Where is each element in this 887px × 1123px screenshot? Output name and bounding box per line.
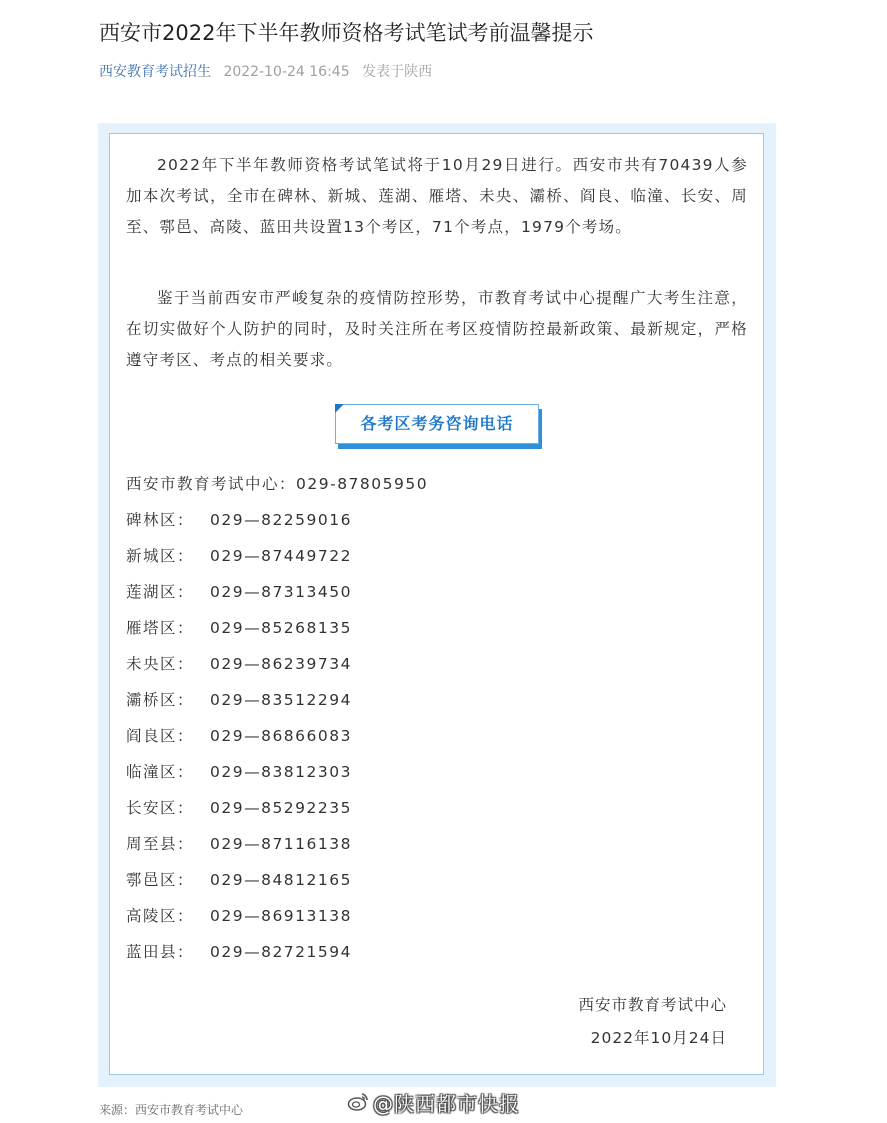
district-name: 碑林区：	[126, 511, 195, 529]
district-contact-row	[126, 934, 726, 970]
district-contact-row	[126, 718, 726, 754]
district-name: 灞桥区：	[126, 691, 195, 709]
main-contact-name: 西安市教育考试中心：	[126, 475, 297, 493]
notice-image-frame	[98, 123, 776, 1087]
section-title: 各考区考务咨询电话	[335, 404, 539, 444]
district-name: 未央区：	[126, 655, 195, 673]
weibo-watermark	[347, 1086, 520, 1118]
district-name: 长安区：	[126, 799, 195, 817]
district-contact-row	[126, 862, 726, 898]
district-name: 阎良区：	[126, 727, 195, 745]
weibo-logo-icon	[347, 1091, 369, 1113]
district-contact-row	[126, 898, 726, 934]
district-contact-row	[126, 826, 726, 862]
district-phone: 029—85292235	[210, 799, 352, 817]
district-name: 雁塔区：	[126, 619, 195, 637]
publish-location: 发表于陕西	[362, 64, 433, 80]
main-contact-row	[126, 466, 726, 502]
district-contact-row	[126, 538, 726, 574]
intro-paragraph: 2022年下半年教师资格考试笔试将于10月29日进行。西安市共有70439人参加本次考试，全市在碑林、新城、莲湖、雁塔、未央、灞桥、阎良、临潼、长安、周至、鄠邑、高陵、蓝田共设置13个考区，71个考点，1979个考场。	[126, 156, 748, 236]
district-phone: 029—87313450	[210, 583, 352, 601]
district-phone: 029—82259016	[210, 511, 352, 529]
district-name: 新城区：	[126, 547, 195, 565]
main-contact-phone: 029-87805950	[296, 475, 429, 493]
district-contact-row	[126, 574, 726, 610]
district-phone: 029—82721594	[210, 943, 352, 961]
publish-time: 2022-10-24 16:45	[223, 64, 350, 80]
district-name: 周至县：	[126, 835, 195, 853]
phone-list	[126, 466, 726, 970]
district-phone: 029—86239734	[210, 655, 352, 673]
watermark-text: @陕西都市快报	[373, 1091, 520, 1116]
district-contact-row	[126, 682, 726, 718]
district-phone: 029—85268135	[210, 619, 352, 637]
article-meta	[99, 62, 432, 82]
badge-corner-triangle-icon	[335, 404, 344, 413]
district-contact-row	[126, 610, 726, 646]
district-name: 蓝田县：	[126, 943, 195, 961]
district-contact-row	[126, 790, 726, 826]
district-phone: 029—84812165	[210, 871, 352, 889]
district-phone: 029—87449722	[210, 547, 352, 565]
notice-card	[109, 133, 764, 1075]
district-name: 鄠邑区：	[126, 871, 195, 889]
district-phone: 029—86866083	[210, 727, 352, 745]
district-name: 临潼区：	[126, 763, 195, 781]
district-contact-row	[126, 646, 726, 682]
district-contact-row	[126, 502, 726, 538]
district-phone: 029—83812303	[210, 763, 352, 781]
signature-org: 西安市教育考试中心	[578, 996, 727, 1014]
district-phone: 029—83512294	[210, 691, 352, 709]
epidemic-paragraph: 鉴于当前西安市严峻复杂的疫情防控形势，市教育考试中心提醒广大考生注意，在切实做好个人防护的同时，及时关注所在考区疫情防控最新政策、最新规定，严格遵守考区、考点的相关要求。	[126, 289, 748, 369]
signature-date: 2022年10月24日	[590, 1029, 727, 1047]
district-phone: 029—86913138	[210, 907, 352, 925]
article-title: 西安市2022年下半年教师资格考试笔试考前温馨提示	[99, 21, 594, 45]
source-note: 来源：西安市教育考试中心	[99, 1103, 244, 1117]
district-name: 莲湖区：	[126, 583, 195, 601]
district-contact-row	[126, 754, 726, 790]
author-link[interactable]: 西安教育考试招生	[99, 64, 211, 80]
district-phone: 029—87116138	[210, 835, 352, 853]
district-name: 高陵区：	[126, 907, 195, 925]
section-badge	[335, 404, 539, 444]
